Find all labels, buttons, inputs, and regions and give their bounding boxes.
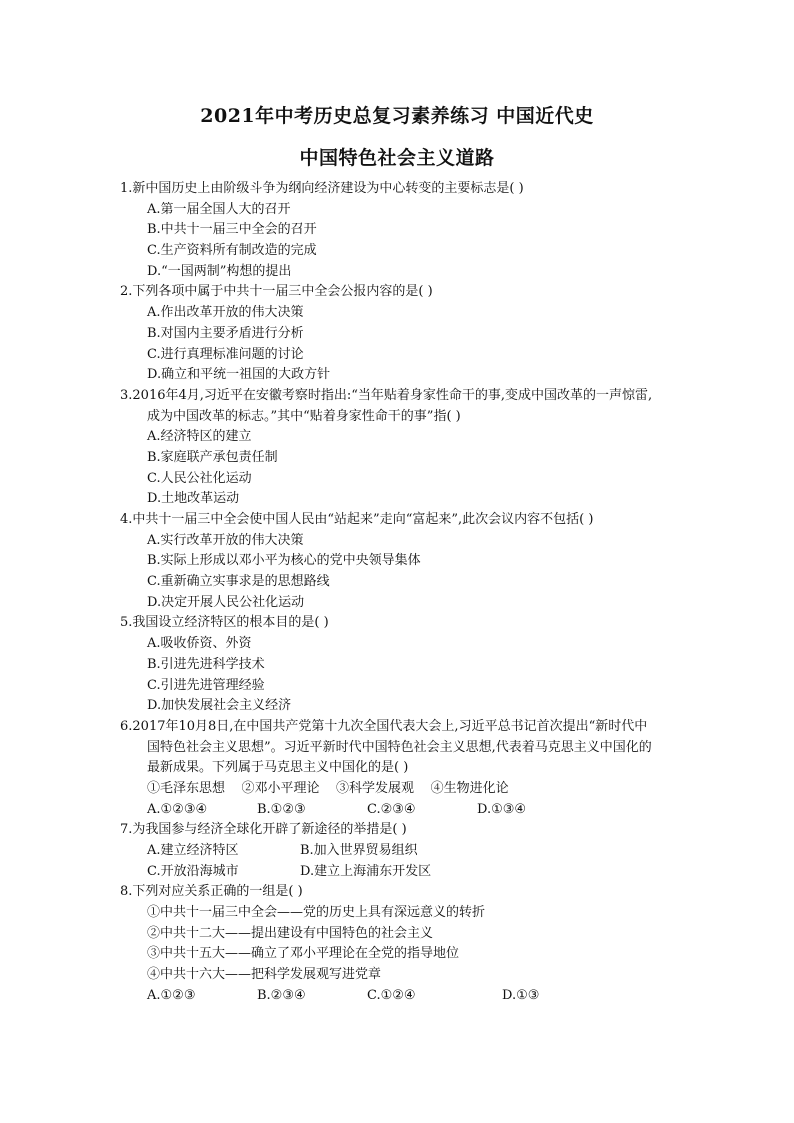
question-6-option-b: B.①②③ (257, 801, 306, 817)
question-1-stem: 1.新中国历史上由阶级斗争为纲向经济建设为中心转变的主要标志是( ) (120, 181, 524, 196)
question-6-option-c: C.②③④ (367, 801, 416, 817)
question-6-stem-cont-2: 最新成果。下列属于马克思主义中国化的是( ) (147, 760, 409, 776)
question-2-stem: 2.下列各项中属于中共十一届三中全会公报内容的是( ) (120, 284, 433, 300)
question-3-option-c: C.人民公社化运动 (147, 470, 252, 486)
question-1 (120, 179, 720, 282)
question-2-option-d: D.确立和平统一祖国的大政方针 (147, 367, 331, 383)
question-7 (120, 820, 720, 882)
question-5 (120, 613, 720, 716)
question-5-option-d: D.加快发展社会主义经济 (147, 698, 292, 714)
question-8-option-b: B.②③④ (257, 987, 306, 1003)
question-3-option-a: A.经济特区的建立 (147, 429, 252, 445)
question-3-option-d: D.土地改革运动 (147, 491, 240, 507)
question-4-option-a: A.实行改革开放的伟大决策 (147, 532, 304, 548)
question-1-option-b: B.中共十一届三中全会的召开 (147, 222, 317, 238)
question-3-option-b: B.家庭联产承包责任制 (147, 449, 278, 465)
question-2-option-b: B.对国内主要矛盾进行分析 (147, 325, 304, 341)
question-8-statement-3: ③中共十五大——确立了邓小平理论在全党的指导地位 (147, 946, 460, 962)
question-3-stem: 3.2016年4月,习近平在安徽考察时指出:“当年贴着身家性命干的事,变成中国改革的一声惊雷, (120, 387, 653, 403)
question-5-option-b: B.引进先进科学技术 (147, 656, 265, 672)
question-8-option-a: A.①②③ (147, 987, 196, 1003)
question-8-option-d: D.①③ (502, 987, 540, 1003)
question-8-statement-4: ④中共十六大——把科学发展观写进党章 (147, 967, 382, 983)
question-6-items: ①毛泽东思想 ②邓小平理论 ③科学发展观 ④生物进化论 (147, 780, 509, 796)
question-2-option-c: C.进行真理标准问题的讨论 (147, 346, 304, 362)
question-8 (120, 882, 720, 1006)
question-7-option-d: D.建立上海浦东开发区 (300, 863, 432, 879)
question-7-options-row-2 (120, 862, 720, 883)
question-5-option-c: C.引进先进管理经验 (147, 677, 265, 693)
question-4-option-d: D.决定开展人民公社化运动 (147, 594, 305, 610)
question-4-stem: 4.中共十一届三中全会使中国人民由“站起来”走向“富起来”,此次会议内容不包括( ) (120, 512, 594, 527)
question-2 (120, 282, 720, 385)
question-6-stem: 6.2017年10月8日,在中国共产党第十九次全国代表大会上,习近平总书记首次提出“新时代中 (120, 718, 648, 734)
question-4-option-c: C.重新确立实事求是的思想路线 (147, 574, 330, 590)
question-1-option-a: A.第一届全国人大的召开 (147, 201, 291, 217)
question-4-option-b: B.实际上形成以邓小平为核心的党中央领导集体 (147, 553, 421, 569)
question-7-option-a: A.建立经济特区 (147, 843, 239, 858)
question-list (120, 179, 720, 1007)
question-3 (120, 386, 720, 510)
question-6-option-d: D.①③④ (477, 801, 527, 817)
question-7-options-row-1 (120, 841, 720, 862)
question-7-option-c: C.开放沿海城市 (147, 863, 239, 879)
question-5-stem: 5.我国设立经济特区的根本目的是( ) (120, 615, 329, 631)
question-2-option-a: A.作出改革开放的伟大决策 (147, 305, 304, 321)
question-4 (120, 510, 720, 613)
question-1-option-c: C.生产资料所有制改造的完成 (147, 243, 317, 259)
question-8-options (120, 986, 720, 1007)
question-8-statement-1: ①中共十一届三中全会——党的历史上具有深远意义的转折 (147, 905, 486, 921)
question-8-statement-2: ②中共十二大——提出建设有中国特色的社会主义 (147, 925, 434, 941)
question-6-option-a: A.①②③④ (147, 801, 208, 817)
question-6-stem-cont-1: 国特色社会主义思想”。习近平新时代中国特色社会主义思想,代表着马克思主义中国化的 (147, 739, 652, 755)
question-3-stem-cont: 成为中国改革的标志。”其中“贴着身家性命干的事”指( ) (147, 408, 461, 424)
question-6 (120, 717, 720, 820)
document-title: 2021年中考历史总复习素养练习 中国近代史 (200, 105, 594, 127)
question-6-options (120, 800, 720, 821)
question-7-option-b: B.加入世界贸易组织 (300, 843, 418, 858)
question-8-stem: 8.下列对应关系正确的一组是( ) (120, 884, 303, 900)
question-8-option-c: C.①②④ (367, 987, 416, 1003)
question-1-option-d: D.“一国两制”构想的提出 (147, 263, 292, 279)
document-subtitle: 中国特色社会主义道路 (299, 147, 495, 169)
question-5-option-a: A.吸收侨资、外资 (147, 636, 252, 652)
question-7-stem: 7.为我国参与经济全球化开辟了新途径的举措是( ) (120, 822, 407, 838)
